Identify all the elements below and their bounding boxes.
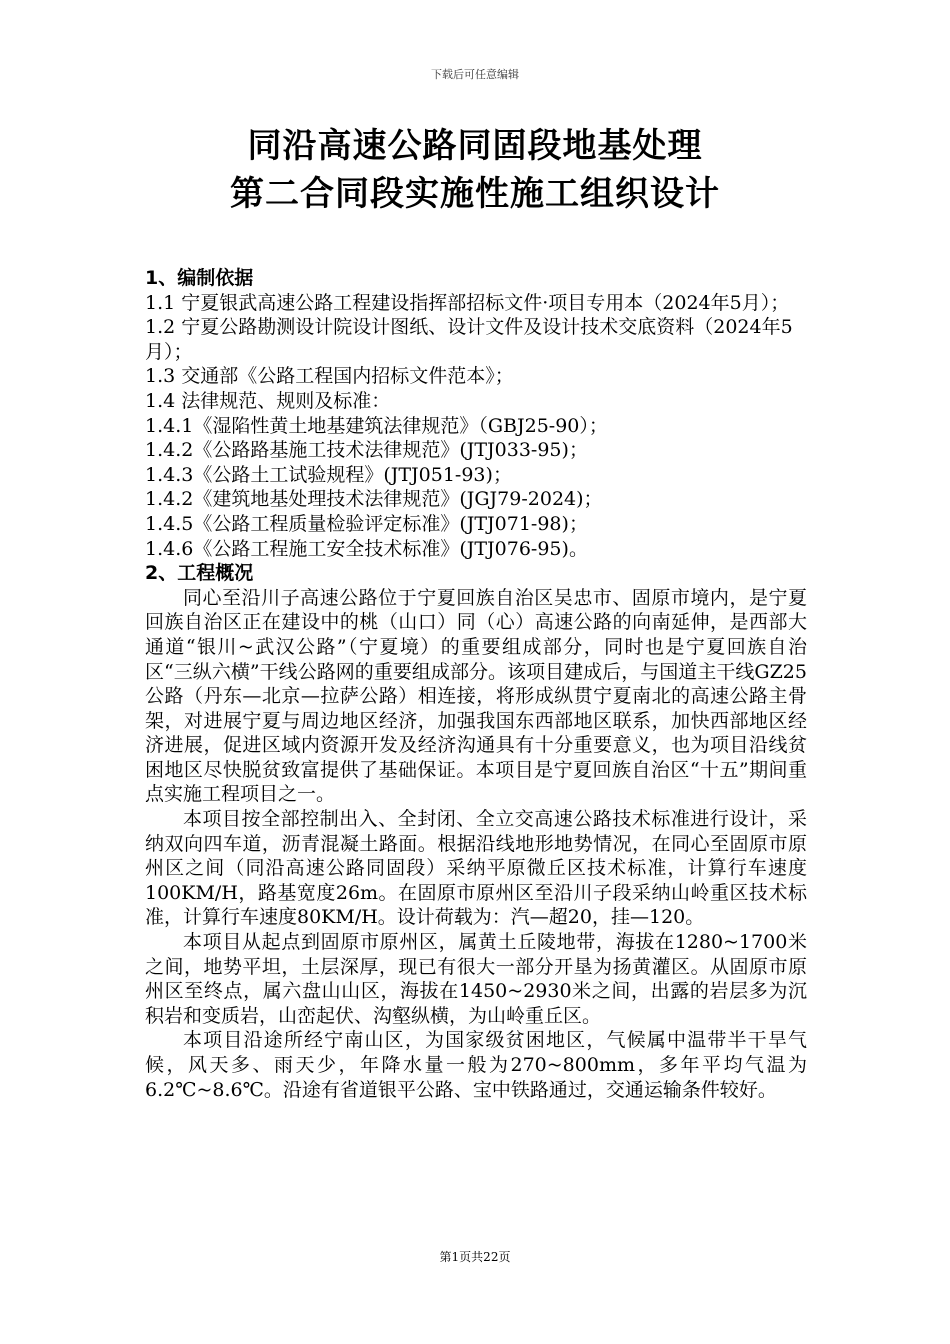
basis-item: 1.4 法律规范、规则及标准： [145, 389, 391, 412]
page-number: 第1页共22页 [439, 1250, 511, 1264]
overview-paragraph: 本项目从起点到固原市原州区，属黄土丘陵地带，海拔在1280~1700米之间，地势平坦，土层深厚，现已有很大一部分开垦为扬黄灌区。从固原市原州区至终点，属六盘山山区，海拔在1450~2930米之间，出露的岩层多为沉积岩和变质岩，山峦起伏、沟壑纵横，为山岭重丘区。 [145, 931, 807, 1027]
basis-item: 1.4.3《公路土工试验规程》(JTJ051-93)； [145, 463, 512, 486]
basis-item: 1.2 宁夏公路勘测设计院设计图纸、设计文件及设计技术交底资料（2024年5月）； [145, 316, 793, 363]
basis-item: 1.4.2《建筑地基处理技术法律规范》(JGJ79-2024)； [145, 488, 603, 511]
overview-paragraph: 本项目按全部控制出入、全封闭、全立交高速公路技术标准进行设计，采纳双向四车道，沥青混凝土路面。根据沿线地形地势情况，在同心至固原市原州区之间（同沿高速公路同固段）采纳平原微丘区技术标准，计算行车速度100KM/H，路基宽度26m。在固原市原州区至沿川子段采纳山岭重区技术标准，计算行车速度80KM/H。设计荷载为：汽—超20，挂—120。 [145, 808, 807, 929]
basis-item: 1.4.6《公路工程施工安全技术标准》(JTJ076-95)。 [145, 537, 588, 560]
document-title-line2: 第二合同段实施性施工组织设计 [230, 174, 720, 214]
document-body [145, 266, 807, 1102]
document-title-line1: 同沿高速公路同固段地基处理 [247, 126, 703, 166]
basis-item: 1.4.2《公路路基施工技术法律规范》(JTJ033-95)； [145, 439, 588, 462]
header-note: 下载后可任意编辑 [431, 68, 519, 81]
overview-paragraph: 本项目沿途所经宁南山区，为国家级贫困地区，气候属中温带半干旱气候，风天多、雨天少，年降水量一般为270~800mm，多年平均气温为6.2℃~8.6℃。沿途有省道银平公路、宝中铁路通过，交通运输条件较好。 [145, 1029, 807, 1101]
basis-item: 1.4.1《湿陷性黄土地基建筑法律规范》（GBJ25-90）； [145, 414, 608, 437]
basis-item: 1.3 交通部《公路工程国内招标文件范本》； [145, 365, 514, 388]
section-heading-overview: 2、工程概况 [145, 562, 254, 585]
section-heading-basis: 1、编制依据 [145, 267, 254, 289]
basis-item: 1.1 宁夏银武高速公路工程建设指挥部招标文件·项目专用本（2024年5月）； [145, 291, 790, 314]
basis-item: 1.4.5《公路工程质量检验评定标准》(JTJ071-98)； [145, 512, 588, 535]
overview-paragraph: 同心至沿川子高速公路位于宁夏回族自治区吴忠市、固原市境内，是宁夏回族自治区正在建设中的桃（山口）同（心）高速公路的向南延伸，是西部大通道“银川~武汉公路”（宁夏境）的重要组成部分，同时也是宁夏回族自治区“三纵六横”干线公路网的重要组成部分。该项目建成后，与国道主干线GZ25公路（丹东—北京—拉萨公路）相连接，将形成纵贯宁夏南北的高速公路主骨架，对进展宁夏与周边地区经济，加强我国东西部地区联系，加快西部地区经济进展，促进区域内资源开发及经济沟通具有十分重要意义，也为项目沿线贫困地区尽快脱贫致富提供了基础保证。本项目是宁夏回族自治区“十五”期间重点实施工程项目之一。 [145, 586, 807, 806]
